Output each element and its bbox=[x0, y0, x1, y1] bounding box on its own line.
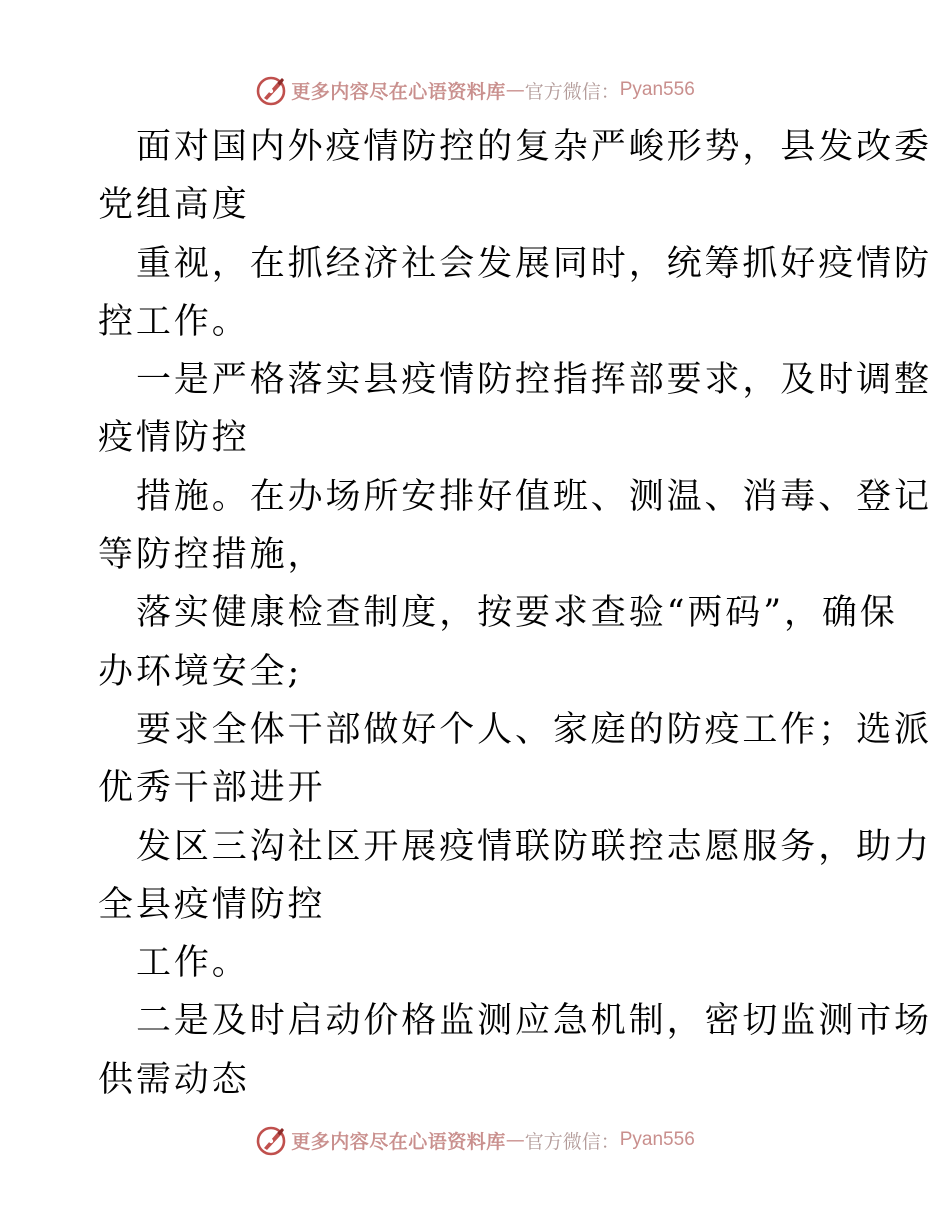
text-line: 一是严格落实县疫情防控指挥部要求，及时调整 bbox=[136, 360, 932, 401]
footer-watermark bbox=[0, 1120, 950, 1160]
text-line: 发区三沟社区开展疫情联防联控志愿服务，助力 bbox=[136, 826, 932, 867]
text-line: 供需动态 bbox=[98, 1059, 250, 1100]
text-line: 优秀干部进开 bbox=[98, 768, 326, 809]
text-line: 等防控措施， bbox=[98, 535, 326, 576]
text-line: 落实健康检查制度，按要求查验“两码”，确保 bbox=[136, 593, 898, 634]
text-line: 面对国内外疫情防控的复杂严峻形势，县发改委 bbox=[136, 127, 932, 167]
text-line: 疫情防控 bbox=[98, 418, 250, 459]
contact-id: Pyan556 bbox=[619, 1129, 695, 1150]
quill-logo-icon bbox=[255, 1124, 287, 1156]
contact-label: 官方微信： bbox=[524, 80, 620, 103]
text-line: 要求全体干部做好个人、家庭的防疫工作；选派 bbox=[136, 709, 932, 750]
text-line: 控工作。 bbox=[98, 301, 250, 342]
header-watermark bbox=[0, 70, 950, 110]
text-line: 办环境安全; bbox=[98, 651, 303, 692]
text-line: 措施。在办场所安排好值班、测温、消毒、登记 bbox=[136, 476, 932, 517]
text-line: 全县疫情防控 bbox=[98, 884, 326, 925]
separator-dash: — bbox=[505, 1129, 525, 1151]
brand-text: 更多内容尽在心语资料库 bbox=[291, 80, 506, 103]
text-line: 二是及时启动价格监测应急机制，密切监测市场 bbox=[136, 1001, 932, 1042]
body-text bbox=[98, 118, 932, 1109]
text-line: 党组高度 bbox=[98, 185, 250, 226]
text-line: 重视，在抓经济社会发展同时，统筹抓好疫情防 bbox=[136, 243, 932, 284]
brand-text: 更多内容尽在心语资料库 bbox=[291, 1130, 506, 1153]
quill-logo-icon bbox=[255, 74, 287, 106]
contact-id: Pyan556 bbox=[619, 79, 695, 100]
separator-dash: — bbox=[505, 79, 525, 101]
text-line: 工作。 bbox=[136, 943, 250, 984]
contact-label: 官方微信： bbox=[524, 1130, 620, 1153]
